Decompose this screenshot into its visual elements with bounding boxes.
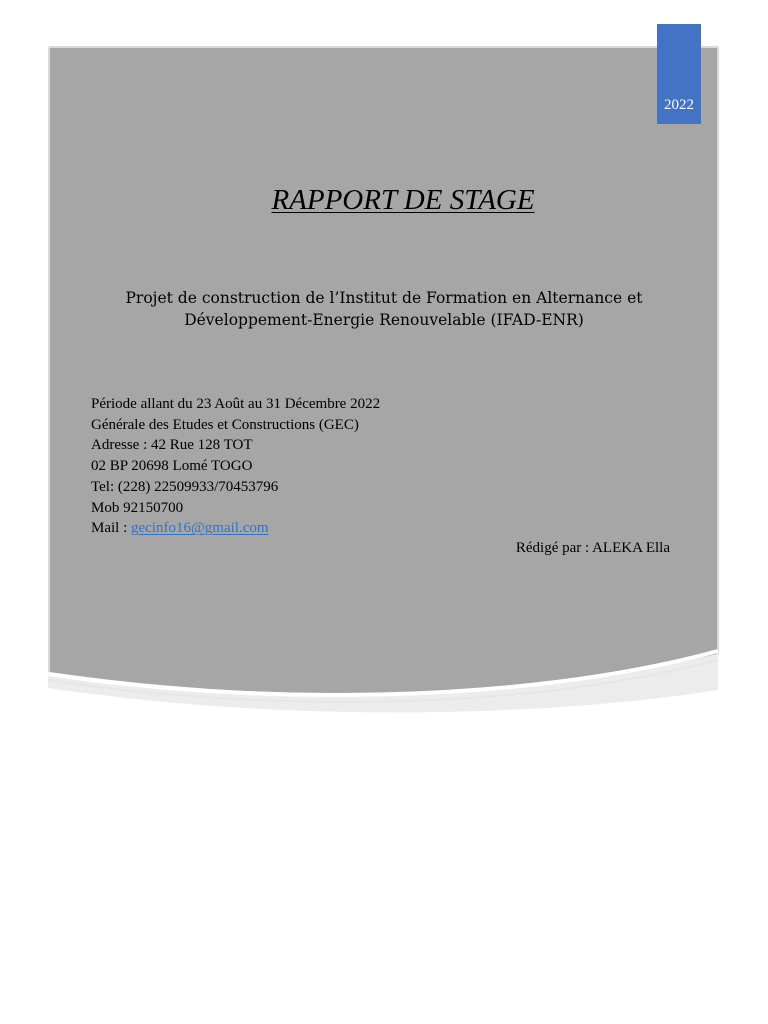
report-title: RAPPORT DE STAGE (271, 184, 535, 216)
project-subtitle: Projet de construction de l’Institut de Formation en Alternance et Développement-Energie Renouvelable (IFAD-ENR) (125, 289, 643, 329)
author-line: Rédigé par : ALEKA Ella (515, 540, 670, 556)
mail-label: Mail : (91, 520, 131, 537)
address-line: Adresse : 42 Rue 128 TOT (91, 437, 253, 454)
company-line: Générale des Etudes et Constructions (GEC) (91, 416, 359, 433)
postal-line: 02 BP 20698 Lomé TOGO (91, 458, 253, 475)
year-label: 2022 (664, 97, 694, 113)
mail-link[interactable]: gecinfo16@gmail.com (131, 520, 269, 537)
period-line: Période allant du 23 Août au 31 Décembre 2022 (91, 396, 381, 412)
tel-line: Tel: (228) 22509933/70453796 (91, 478, 279, 495)
mob-line: Mob 92150700 (91, 499, 184, 516)
gray-panel (50, 48, 717, 693)
year-tab (657, 24, 701, 124)
mail-line (91, 518, 591, 539)
internship-info-block (91, 394, 591, 539)
